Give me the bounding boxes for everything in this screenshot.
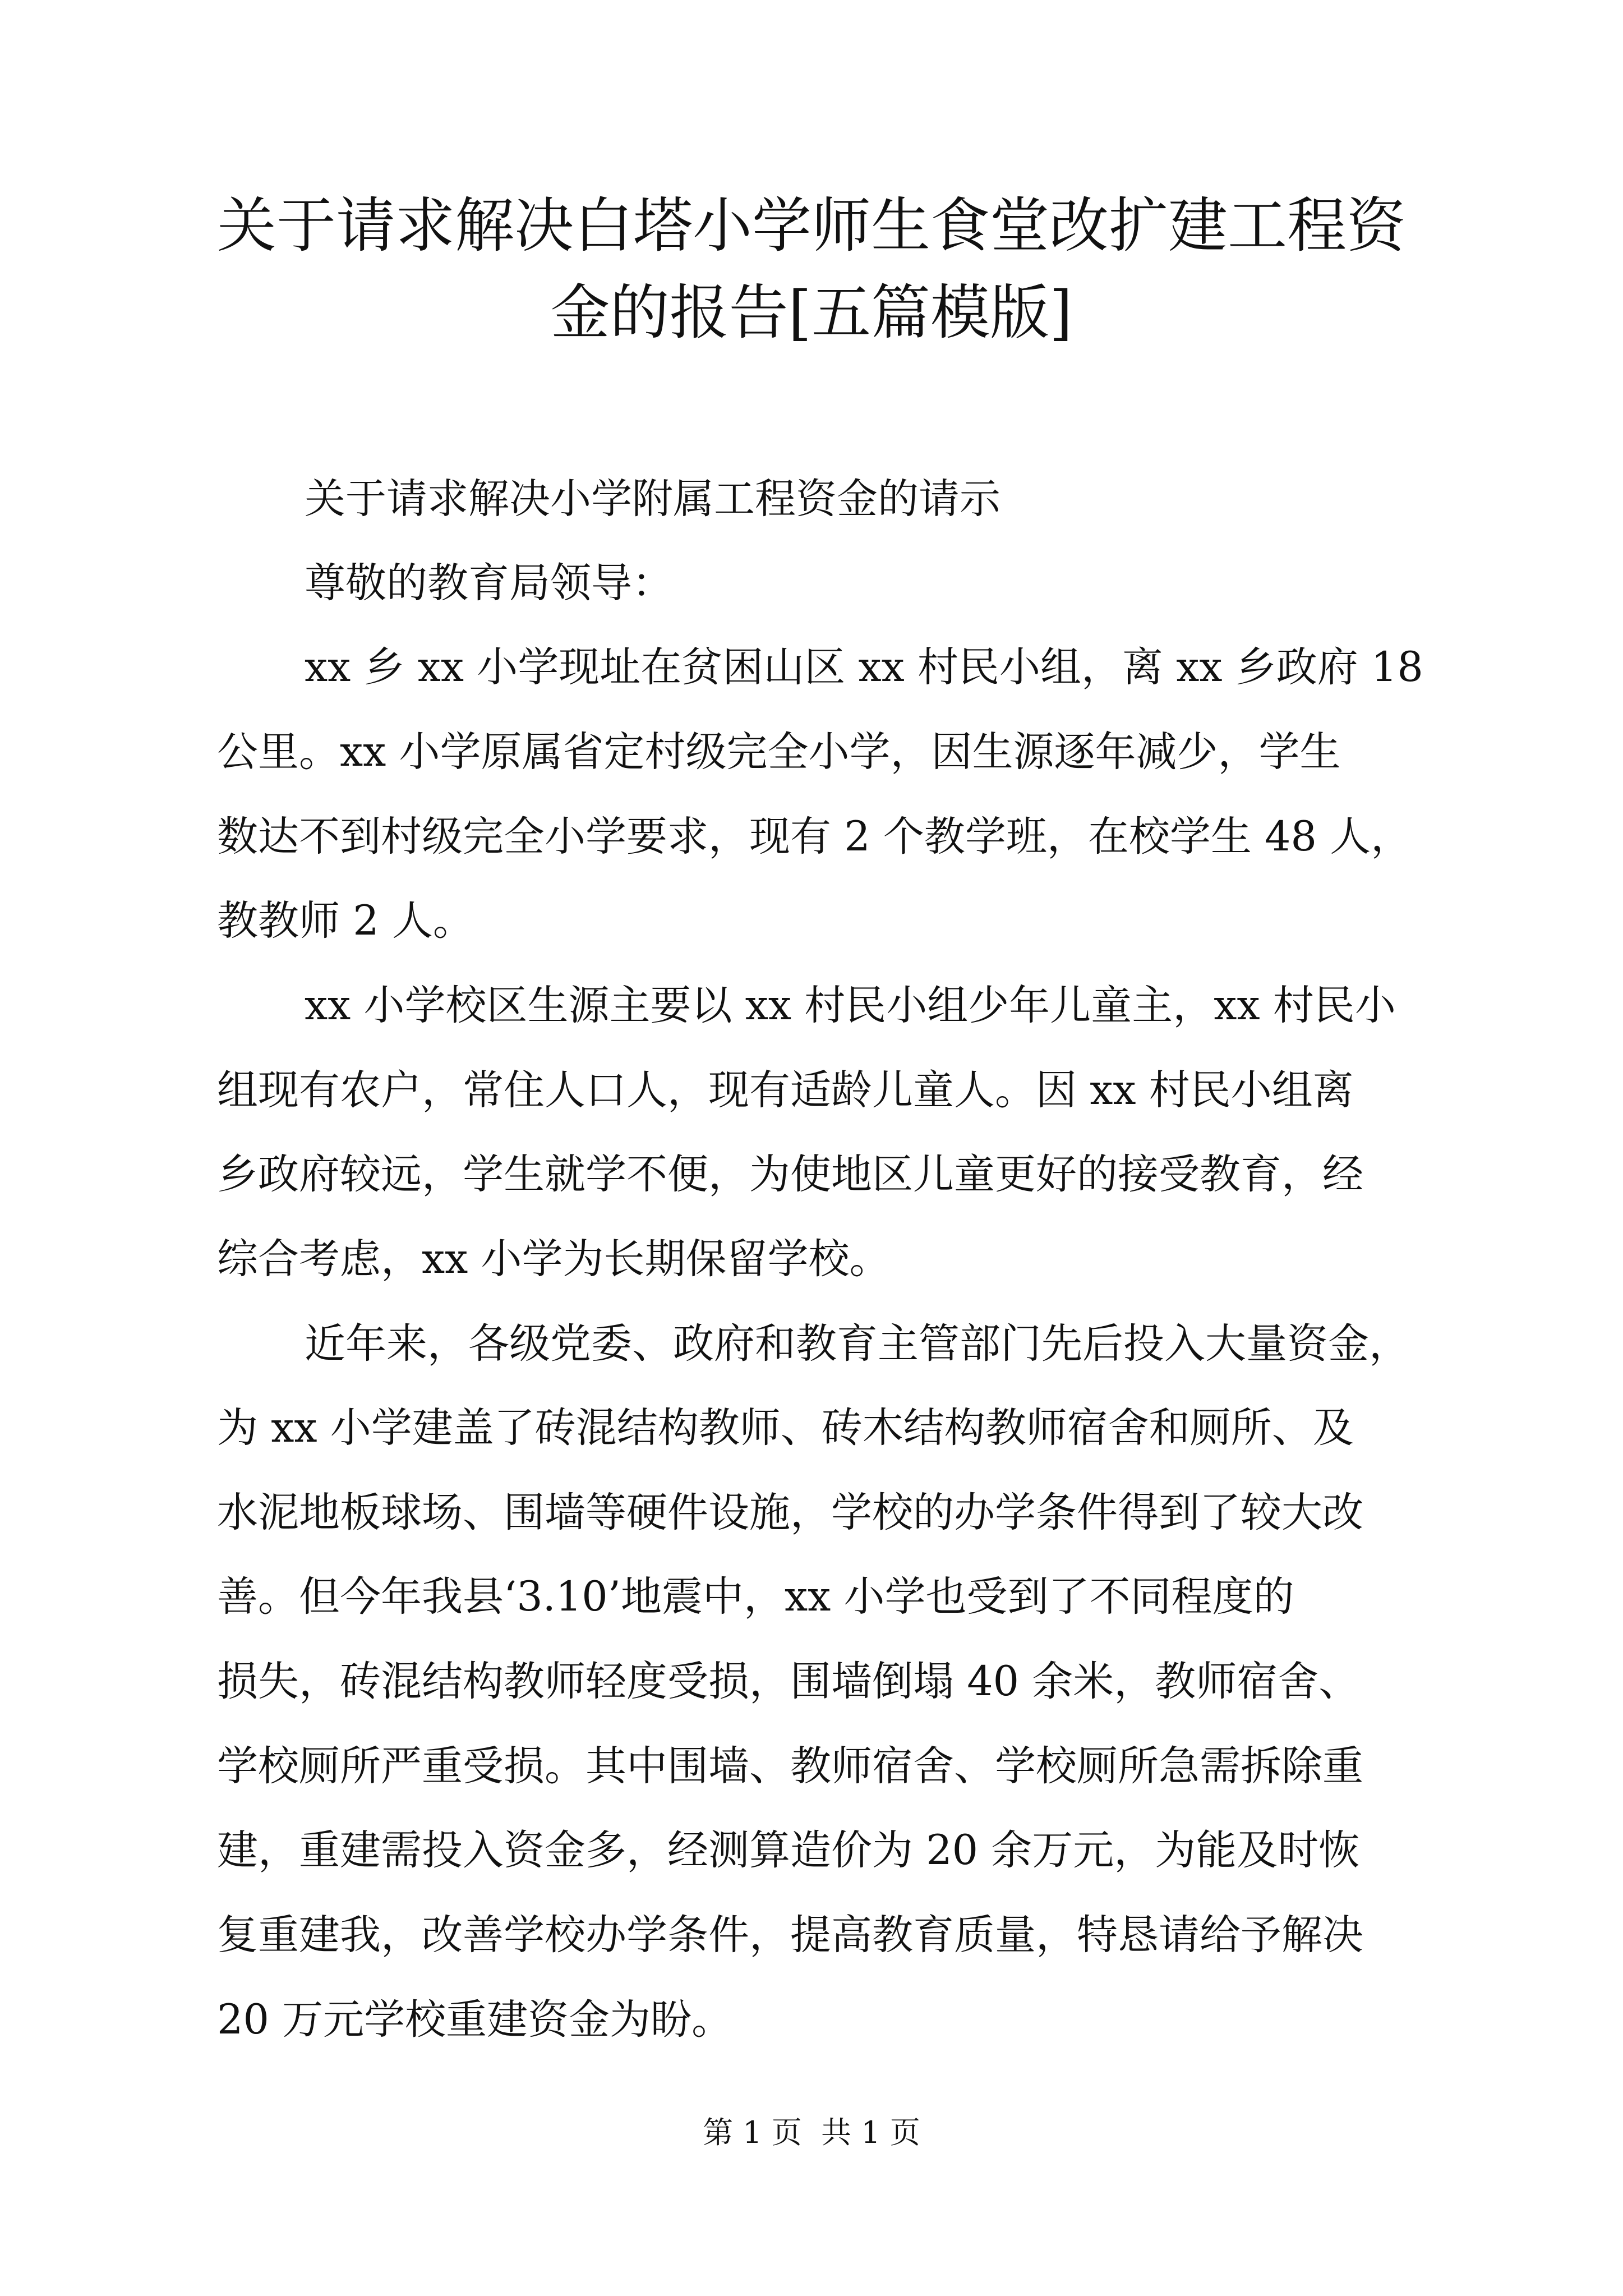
document-title-line-2: 金的报告[五篇模版] <box>550 278 1073 347</box>
body-line: 近年来，各级党委、政府和教育主管部门先后投入大量资金， <box>305 1320 1410 1368</box>
body-line: 乡政府较远，学生就学不便，为使地区儿童更好的接受教育，经 <box>217 1151 1363 1198</box>
body-line: 关于请求解决小学附属工程资金的请示 <box>305 475 1000 523</box>
body-line: 学校厕所严重受损。其中围墙、教师宿舍、学校厕所急需拆除重 <box>217 1742 1363 1790</box>
body-line: 损失，砖混结构教师轻度受损，围墙倒塌 40 余米，教师宿舍、 <box>217 1658 1360 1705</box>
body-line: 善。但今年我县‘3.10’地震中，xx 小学也受到了不同程度的 <box>217 1573 1294 1621</box>
document-title-line-1: 关于请求解决白塔小学师生食堂改扩建工程资 <box>217 191 1406 260</box>
body-line: 尊敬的教育局领导： <box>305 559 673 607</box>
body-line: xx 小学校区生源主要以 xx 村民小组少年儿童主，xx 村民小 <box>305 982 1396 1029</box>
body-line: 建，重建需投入资金多，经测算造价为 20 余万元，为能及时恢 <box>217 1826 1360 1874</box>
body-line: 复重建我，改善学校办学条件，提高教育质量，特恳请给予解决 <box>217 1911 1363 1959</box>
body-line: 为 xx 小学建盖了砖混结构教师、砖木结构教师宿舍和厕所、及 <box>217 1404 1354 1452</box>
body-line: 组现有农户，常住人口人，现有适龄儿童人。因 xx 村民小组离 <box>217 1066 1354 1114</box>
body-line: xx 乡 xx 小学现址在贫困山区 xx 村民小组，离 xx 乡政府 18 <box>305 643 1423 691</box>
body-line: 综合考虑，xx 小学为长期保留学校。 <box>217 1235 891 1283</box>
body-line: 教教师 2 人。 <box>217 897 474 945</box>
body-line: 公里。xx 小学原属省定村级完全小学，因生源逐年减少，学生 <box>217 728 1341 776</box>
body-line: 水泥地板球场、围墙等硬件设施，学校的办学条件得到了较大改 <box>217 1489 1363 1536</box>
page-number-footer: 第 1 页 共 1 页 <box>703 2115 920 2150</box>
body-line: 数达不到村级完全小学要求，现有 2 个教学班，在校学生 48 人， <box>217 813 1412 861</box>
body-line: 20 万元学校重建资金为盼。 <box>217 1996 733 2044</box>
